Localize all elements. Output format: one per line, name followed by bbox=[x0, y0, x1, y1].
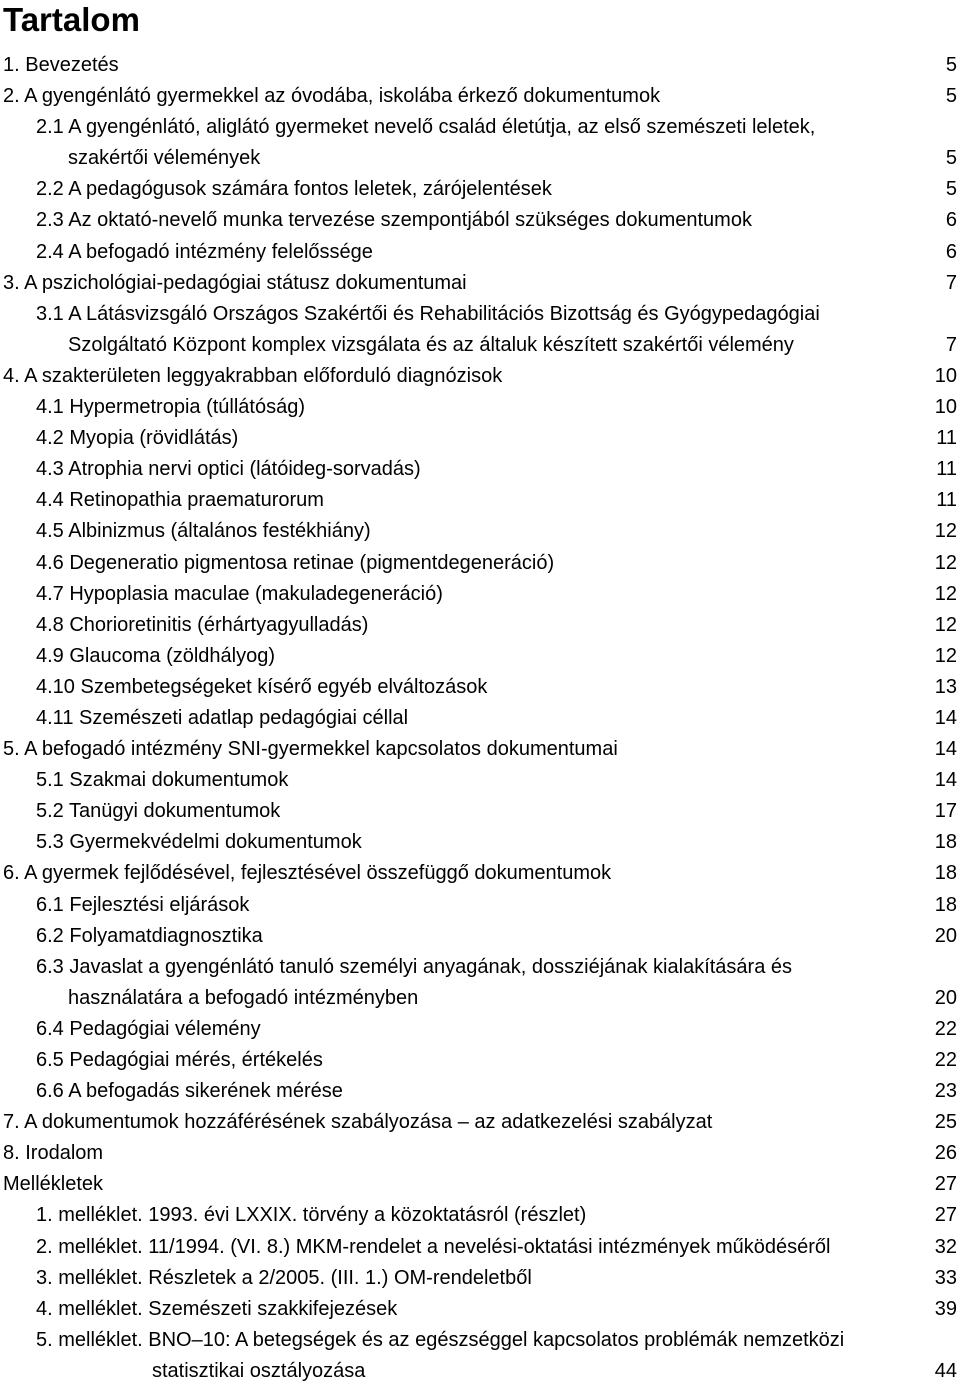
toc-entry-page-number: 14 bbox=[934, 769, 957, 792]
toc-entry[interactable] bbox=[0, 734, 960, 765]
toc-entry[interactable] bbox=[0, 392, 960, 423]
toc-entry-title bbox=[36, 890, 249, 921]
toc-entry[interactable] bbox=[0, 516, 960, 547]
toc-entry-title-line: 6.6 A befogadás sikerének mérése bbox=[36, 1080, 343, 1103]
toc-entry-title-line: 1. melléklet. 1993. évi LXXIX. törvény a közoktatásról (részlet) bbox=[36, 1204, 587, 1227]
toc-entry-page-number: 33 bbox=[934, 1266, 957, 1289]
toc-entry[interactable] bbox=[0, 1263, 960, 1294]
toc-entry-page-number: 10 bbox=[934, 396, 957, 419]
toc-entry-title bbox=[36, 765, 288, 796]
toc-entry-page-number: 12 bbox=[934, 520, 957, 543]
toc-entry-page-number: 5 bbox=[945, 178, 957, 201]
toc-entry-title bbox=[36, 423, 238, 454]
toc-entry-title-line: 6.5 Pedagógiai mérés, értékelés bbox=[36, 1049, 323, 1071]
toc-entry-title-line: 4.11 Szemészeti adatlap pedagógiai céllal bbox=[36, 706, 409, 729]
toc-entry-title bbox=[36, 703, 408, 734]
toc-entry-title bbox=[3, 361, 502, 392]
toc-entry-title-line: 2. melléklet. 11/1994. (VI. 8.) MKM-rendelet a nevelési-oktatási intézmények működéséről bbox=[36, 1235, 831, 1258]
toc-entry-title-line: 1. Bevezetés bbox=[3, 54, 119, 76]
toc-entry-page-number: 6 bbox=[945, 240, 957, 263]
toc-entry-title-line: 4. A szakterületen leggyakrabban előforduló diagnózisok bbox=[3, 364, 503, 387]
toc-entry[interactable] bbox=[0, 1169, 960, 1200]
toc-entry-title-line: 2.3 Az oktató-nevelő munka tervezése szempontjából szükséges dokumentumok bbox=[36, 209, 752, 232]
toc-entry-page-number: 26 bbox=[934, 1142, 957, 1165]
toc-entry-page-number: 12 bbox=[934, 613, 957, 636]
toc-entry-title-line: 4.1 Hypermetropia (túllátóság) bbox=[36, 396, 306, 419]
toc-entry-title bbox=[36, 1076, 343, 1107]
toc-entry[interactable] bbox=[0, 205, 960, 236]
toc-entry-page-number: 10 bbox=[934, 364, 957, 387]
toc-entry-page-number: 20 bbox=[934, 986, 957, 1009]
toc-entry-title-line: 4.4 Retinopathia praematurorum bbox=[36, 489, 324, 512]
toc-entry-page-number: 17 bbox=[934, 800, 957, 823]
toc-entry[interactable] bbox=[0, 454, 960, 485]
toc-entry[interactable] bbox=[0, 1014, 960, 1045]
toc-entry-title bbox=[3, 858, 611, 889]
toc-entry-title-line: 2.4 A befogadó intézmény felelőssége bbox=[36, 240, 373, 263]
toc-entry[interactable] bbox=[0, 579, 960, 610]
toc-entry[interactable] bbox=[0, 1045, 960, 1076]
toc-entry-title-line: 4.8 Chorioretinitis (érhártyagyulladás) bbox=[36, 613, 369, 636]
toc-entry-page-number: 5 bbox=[945, 85, 957, 108]
toc-entry-title bbox=[36, 579, 443, 610]
toc-entry-page-number: 27 bbox=[934, 1204, 957, 1227]
toc-entry-page-number: 5 bbox=[945, 54, 957, 76]
toc-entry-page-number: 32 bbox=[934, 1235, 957, 1258]
toc-entry[interactable] bbox=[0, 1294, 960, 1325]
toc-entry-page-number: 18 bbox=[934, 831, 957, 854]
toc-entry-title-continuation: statisztikai osztályozása bbox=[152, 1359, 366, 1382]
toc-entry-title-line: 2. A gyengénlátó gyermekkel az óvodába, iskolába érkező dokumentumok bbox=[3, 85, 661, 108]
toc-entry[interactable] bbox=[0, 610, 960, 641]
toc-entry-page-number: 6 bbox=[945, 209, 957, 232]
table-of-contents bbox=[0, 50, 960, 1387]
toc-entry-page-number: 27 bbox=[934, 1173, 957, 1196]
toc-entry[interactable] bbox=[0, 1107, 960, 1138]
toc-entry-title-line: 4.6 Degeneratio pigmentosa retinae (pigmentdegeneráció) bbox=[36, 551, 555, 574]
toc-entry-title-line: 3.1 A Látásvizsgáló Országos Szakértői és Rehabilitációs Bizottság és Gyógypedagógiai bbox=[36, 302, 820, 325]
toc-entry-title-line: 4.9 Glaucoma (zöldhályog) bbox=[36, 644, 276, 667]
toc-entry-title-line: 5.2 Tanügyi dokumentumok bbox=[36, 800, 281, 823]
toc-entry-page-number: 7 bbox=[945, 333, 957, 356]
toc-entry-page-number: 14 bbox=[934, 738, 957, 761]
toc-entry-title bbox=[36, 112, 815, 174]
toc-entry-page-number: 7 bbox=[945, 271, 957, 294]
toc-entry-title bbox=[36, 392, 305, 423]
toc-entry-page-number: 14 bbox=[934, 706, 957, 729]
toc-entry[interactable] bbox=[0, 672, 960, 703]
toc-entry-title bbox=[36, 921, 263, 952]
toc-entry-title-line: 8. Irodalom bbox=[3, 1142, 104, 1165]
toc-entry[interactable] bbox=[0, 1138, 960, 1169]
toc-entry-title bbox=[3, 734, 618, 765]
toc-entry-title bbox=[36, 1325, 844, 1387]
toc-entry-title-line: 5. A befogadó intézmény SNI-gyermekkel kapcsolatos dokumentumai bbox=[3, 738, 618, 761]
toc-entry[interactable] bbox=[0, 921, 960, 952]
toc-entry-title bbox=[36, 672, 487, 703]
toc-entry-title bbox=[36, 952, 792, 1014]
toc-entry[interactable] bbox=[0, 1325, 960, 1387]
toc-entry-title-line: Mellékletek bbox=[3, 1173, 104, 1196]
toc-entry-title-line: 4.10 Szembetegségeket kísérő egyéb elváltozások bbox=[36, 675, 488, 698]
toc-entry-title bbox=[36, 796, 280, 827]
toc-entry-title-line: 6. A gyermek fejlődésével, fejlesztésével összefüggő dokumentumok bbox=[3, 862, 612, 885]
toc-entry-title-continuation: használatára a befogadó intézményben bbox=[68, 986, 419, 1009]
toc-entry-title bbox=[36, 1200, 586, 1231]
toc-entry[interactable] bbox=[0, 827, 960, 858]
toc-entry-title-continuation: szakértői vélemények bbox=[68, 147, 261, 170]
toc-entry-page-number: 44 bbox=[934, 1359, 957, 1382]
toc-entry-title bbox=[3, 1138, 103, 1169]
toc-entry[interactable] bbox=[0, 1200, 960, 1231]
toc-entry[interactable] bbox=[0, 299, 960, 361]
toc-entry[interactable] bbox=[0, 237, 960, 268]
toc-entry-page-number: 20 bbox=[934, 924, 957, 947]
toc-entry-title-line: 5. melléklet. BNO–10: A betegségek és az egészséggel kapcsolatos problémák nemzetközi bbox=[36, 1328, 845, 1351]
toc-entry-title bbox=[36, 641, 275, 672]
toc-entry-title-line: 4. melléklet. Szemészeti szakkifejezések bbox=[36, 1297, 398, 1320]
toc-entry-title bbox=[36, 1263, 532, 1294]
toc-entry-title-line: 5.1 Szakmai dokumentumok bbox=[36, 769, 289, 792]
toc-entry-title bbox=[36, 237, 373, 268]
toc-entry[interactable] bbox=[0, 361, 960, 392]
toc-entry-title bbox=[36, 548, 554, 579]
toc-entry[interactable] bbox=[0, 641, 960, 672]
toc-entry-title bbox=[36, 299, 820, 361]
toc-entry[interactable] bbox=[0, 50, 960, 81]
toc-entry-page-number: 13 bbox=[934, 675, 957, 698]
toc-entry-title-line: 6.4 Pedagógiai vélemény bbox=[36, 1017, 261, 1040]
toc-entry-title bbox=[3, 1169, 103, 1200]
toc-entry-title bbox=[36, 174, 552, 205]
toc-entry-title bbox=[3, 81, 660, 112]
toc-entry-page-number: 39 bbox=[934, 1297, 957, 1320]
toc-entry[interactable] bbox=[0, 548, 960, 579]
toc-entry-title bbox=[36, 454, 421, 485]
toc-entry-page-number: 18 bbox=[934, 862, 957, 885]
toc-entry[interactable] bbox=[0, 485, 960, 516]
toc-entry-title bbox=[3, 268, 467, 299]
toc-entry-page-number: 22 bbox=[934, 1049, 957, 1071]
toc-entry-title-line: 6.1 Fejlesztési eljárások bbox=[36, 893, 250, 916]
toc-entry-page-number: 11 bbox=[936, 458, 957, 481]
toc-entry-title bbox=[3, 50, 119, 81]
toc-entry[interactable] bbox=[0, 765, 960, 796]
toc-entry-title-line: 4.7 Hypoplasia maculae (makuladegeneráció) bbox=[36, 582, 443, 605]
toc-entry[interactable] bbox=[0, 1232, 960, 1263]
toc-entry-page-number: 12 bbox=[934, 644, 957, 667]
toc-entry-page-number: 18 bbox=[934, 893, 957, 916]
toc-entry-title-line: 5.3 Gyermekvédelmi dokumentumok bbox=[36, 831, 362, 854]
toc-entry[interactable] bbox=[0, 268, 960, 299]
toc-entry-title-line: 6.3 Javaslat a gyengénlátó tanuló személyi anyagának, dossziéjának kialakítására és bbox=[36, 955, 793, 978]
toc-entry[interactable] bbox=[0, 952, 960, 1014]
toc-entry-title-line: 4.3 Atrophia nervi optici (látóideg-sorvadás) bbox=[36, 458, 421, 481]
page-title: Tartalom bbox=[3, 1, 140, 38]
toc-entry[interactable] bbox=[0, 890, 960, 921]
toc-entry-title bbox=[36, 205, 752, 236]
toc-entry-page-number: 11 bbox=[936, 427, 957, 450]
toc-entry[interactable] bbox=[0, 858, 960, 889]
toc-entry[interactable] bbox=[0, 112, 960, 174]
toc-entry-page-number: 25 bbox=[934, 1111, 957, 1134]
toc-entry[interactable] bbox=[0, 423, 960, 454]
toc-entry-title bbox=[36, 485, 324, 516]
toc-entry-title-line: 6.2 Folyamatdiagnosztika bbox=[36, 924, 263, 947]
toc-entry[interactable] bbox=[0, 174, 960, 205]
toc-entry-page-number: 12 bbox=[934, 582, 957, 605]
toc-entry-title bbox=[3, 1107, 712, 1138]
toc-entry-title-line: 4.2 Myopia (rövidlátás) bbox=[36, 427, 239, 450]
toc-entry-title-line: 2.2 A pedagógusok számára fontos leletek, zárójelentések bbox=[36, 178, 552, 201]
toc-entry-title bbox=[36, 1014, 261, 1045]
toc-entry-title-line: 3. A pszichológiai-pedagógiai státusz dokumentumai bbox=[3, 271, 467, 294]
toc-entry-title bbox=[36, 827, 362, 858]
toc-entry-title bbox=[36, 1045, 323, 1076]
toc-entry-title bbox=[36, 610, 368, 641]
toc-entry-page-number: 11 bbox=[936, 489, 957, 512]
toc-entry-page-number: 22 bbox=[934, 1017, 957, 1040]
toc-entry-title bbox=[36, 516, 371, 547]
toc-entry-title bbox=[36, 1294, 397, 1325]
toc-entry[interactable] bbox=[0, 703, 960, 734]
toc-entry-title-line: 2.1 A gyengénlátó, aliglátó gyermeket nevelő család életútja, az első szemészeti leletek, bbox=[36, 116, 816, 139]
toc-entry[interactable] bbox=[0, 1076, 960, 1107]
toc-entry-title-line: 3. melléklet. Részletek a 2/2005. (III. 1.) OM-rendeletből bbox=[36, 1266, 532, 1289]
toc-entry-page-number: 12 bbox=[934, 551, 957, 574]
toc-entry-title bbox=[36, 1232, 830, 1263]
toc-entry-page-number: 23 bbox=[934, 1080, 957, 1103]
toc-entry-page-number: 5 bbox=[945, 147, 957, 170]
toc-entry-title-line: 4.5 Albinizmus (általános festékhiány) bbox=[36, 520, 371, 543]
toc-entry[interactable] bbox=[0, 796, 960, 827]
toc-entry[interactable] bbox=[0, 81, 960, 112]
toc-entry-title-continuation: Szolgáltató Központ komplex vizsgálata és az általuk készített szakértői vélemény bbox=[68, 333, 794, 356]
toc-entry-title-line: 7. A dokumentumok hozzáférésének szabályozása – az adatkezelési szabályzat bbox=[3, 1111, 713, 1134]
